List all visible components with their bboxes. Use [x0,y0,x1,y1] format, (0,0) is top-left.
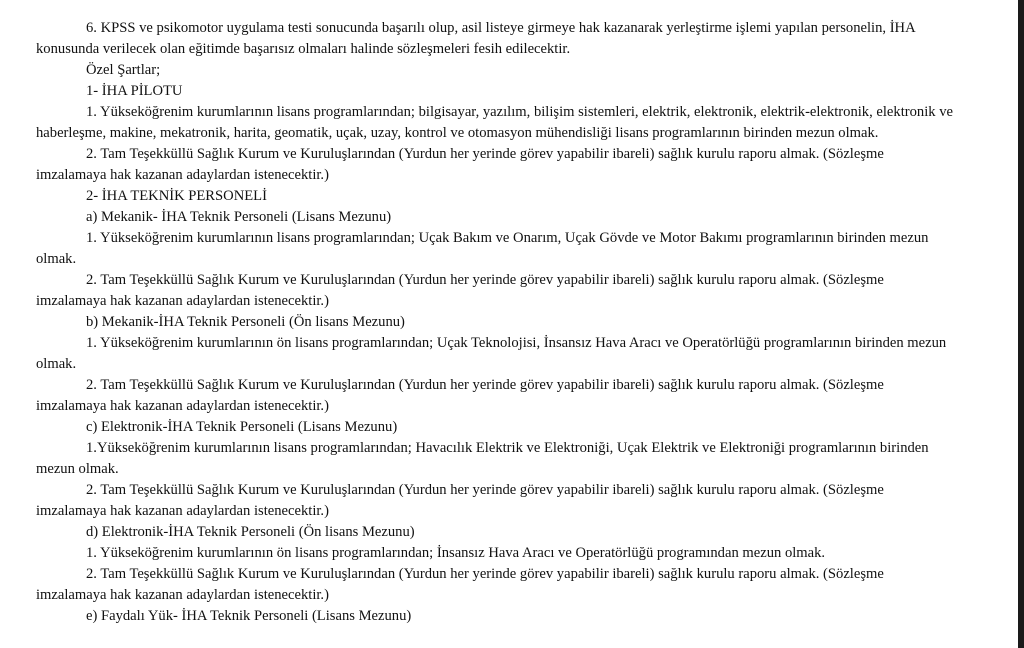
subsection-heading: c) Elektronik-İHA Teknik Personeli (Lisans Mezunu) [86,419,398,435]
section-heading: 1- İHA PİLOTU [86,83,183,99]
paragraph-line: olmak. [36,251,77,267]
subsection-heading: a) Mekanik- İHA Teknik Personeli (Lisans Mezunu) [86,209,392,225]
paragraph-line: 6. KPSS ve psikomotor uygulama testi sonucunda başarılı olup, asil listeye girmeye hak kazanarak yerleştirme işlemi yapılan personelin, İHA [86,20,916,36]
paragraph-line: imzalamaya hak kazanan adaylardan istenecektir.) [36,587,329,603]
paragraph-line: imzalamaya hak kazanan adaylardan istenecektir.) [36,293,329,309]
paragraph-line: 1. Yükseköğrenim kurumlarının lisans programlarından; bilgisayar, yazılım, bilişim sistemleri, elektrik, elektronik, elektrik-elektronik, elektronik ve [86,104,953,120]
paragraph-line: 2. Tam Teşekküllü Sağlık Kurum ve Kuruluşlarından (Yurdun her yerinde görev yapabilir ibareli) sağlık kurulu raporu almak. (Sözleşme [86,482,884,498]
subsection-heading: e) Faydalı Yük- İHA Teknik Personeli (Lisans Mezunu) [86,608,412,624]
paragraph-line: imzalamaya hak kazanan adaylardan istenecektir.) [36,167,329,183]
page-edge-border [1018,0,1024,648]
paragraph-line: mezun olmak. [36,461,119,477]
paragraph-line: 1. Yükseköğrenim kurumlarının lisans programlarından; Uçak Bakım ve Onarım, Uçak Gövde ve Motor Bakımı programlarının birinden mezun [86,230,929,246]
subsection-heading: d) Elektronik-İHA Teknik Personeli (Ön lisans Mezunu) [86,524,415,540]
paragraph-line: 1. Yükseköğrenim kurumlarının ön lisans programlarından; İnsansız Hava Aracı ve Operatörlüğü programından mezun olmak. [86,545,826,561]
paragraph-line: olmak. [36,356,77,372]
paragraph-line: 2. Tam Teşekküllü Sağlık Kurum ve Kuruluşlarından (Yurdun her yerinde görev yapabilir ibareli) sağlık kurulu raporu almak. (Sözleşme [86,566,884,582]
paragraph-line: 1.Yükseköğrenim kurumlarının lisans programlarından; Havacılık Elektrik ve Elektroniği, Uçak Elektrik ve Elektroniği programlarının birinden [86,440,929,456]
section-heading: Özel Şartlar; [86,62,161,78]
paragraph-line: imzalamaya hak kazanan adaylardan istenecektir.) [36,398,329,414]
paragraph-line: konusunda verilecek olan eğitimde başarısız olmaları halinde sözleşmeleri fesih edilecektir. [36,41,571,57]
section-heading: 2- İHA TEKNİK PERSONELİ [86,188,267,204]
paragraph-line: 2. Tam Teşekküllü Sağlık Kurum ve Kuruluşlarından (Yurdun her yerinde görev yapabilir ibareli) sağlık kurulu raporu almak. (Sözleşme [86,272,884,288]
paragraph-line: haberleşme, makine, mekatronik, harita, geomatik, uçak, uzay, kontrol ve otomasyon mühendisliği lisans programlarının birinden mezun olmak. [36,125,879,141]
paragraph-line: 2. Tam Teşekküllü Sağlık Kurum ve Kuruluşlarından (Yurdun her yerinde görev yapabilir ibareli) sağlık kurulu raporu almak. (Sözleşme [86,146,884,162]
paragraph-line: imzalamaya hak kazanan adaylardan istenecektir.) [36,503,329,519]
paragraph-line: 1. Yükseköğrenim kurumlarının ön lisans programlarından; Uçak Teknolojisi, İnsansız Hava Aracı ve Operatörlüğü programlarının birinden mezun [86,335,947,351]
subsection-heading: b) Mekanik-İHA Teknik Personeli (Ön lisans Mezunu) [86,314,405,330]
paragraph-line: 2. Tam Teşekküllü Sağlık Kurum ve Kuruluşlarından (Yurdun her yerinde görev yapabilir ibareli) sağlık kurulu raporu almak. (Sözleşme [86,377,884,393]
